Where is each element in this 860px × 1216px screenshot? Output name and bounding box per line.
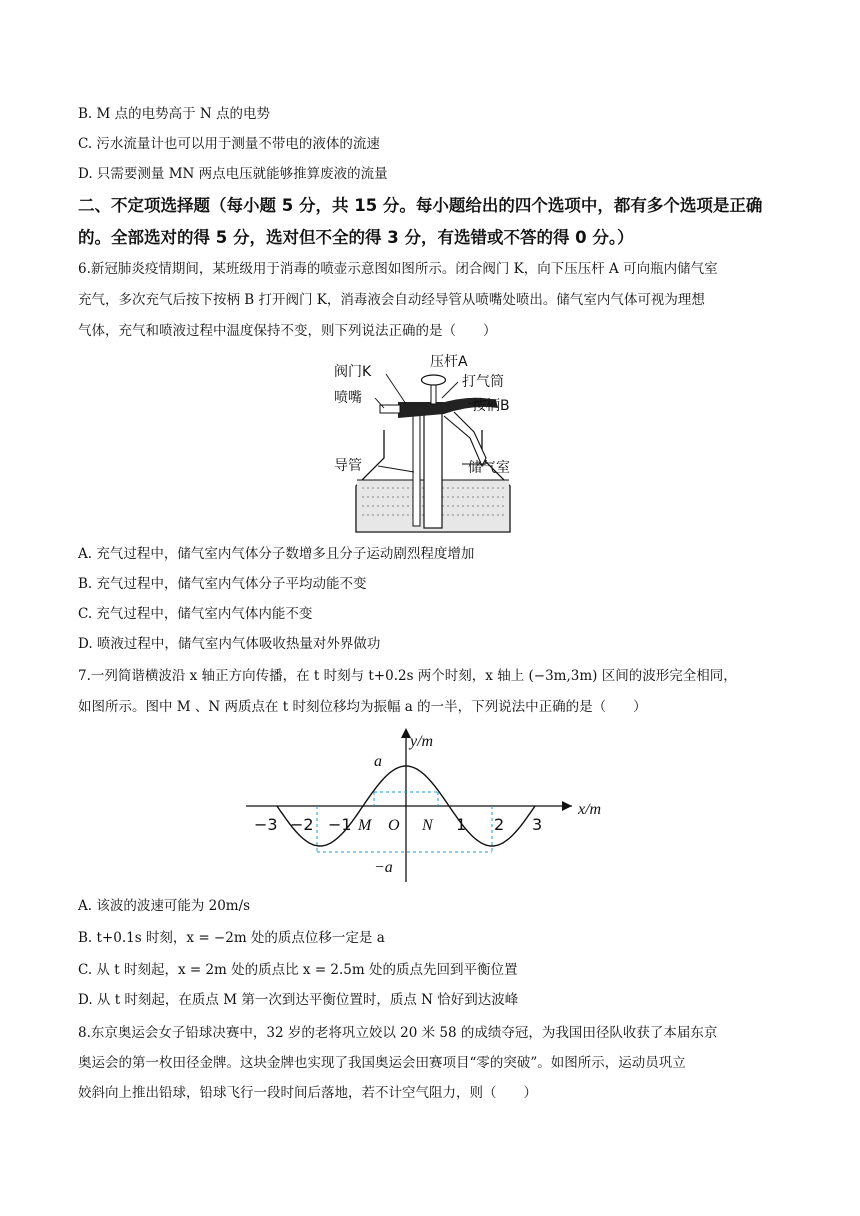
q6-option-b: B. 充气过程中，储气室内气体分子平均动能不变	[78, 576, 367, 592]
q6-option-d: D. 喷液过程中，储气室内气体吸收热量对外界做功	[78, 636, 381, 652]
wave-graph	[240, 722, 620, 888]
q8-stem-line2: 奥运会的第一枚田径金牌。这块金牌也实现了我国奥运会田赛项目“零的突破”。如图所示，运动员巩立	[78, 1055, 686, 1071]
x-axis-label: x/m	[578, 801, 602, 818]
tick-label: 2	[494, 815, 505, 834]
label-chamber: 储气室	[468, 460, 510, 476]
tick-label: 1	[456, 815, 467, 834]
q7-option-c: C. 从 t 时刻起，x = 2m 处的质点比 x = 2.5m 处的质点先回到平衡位置	[78, 962, 518, 978]
q5-option-c: C. 污水流量计也可以用于测量不带电的液体的流速	[78, 136, 380, 152]
q7-option-b: B. t+0.1s 时刻，x = −2m 处的质点位移一定是 a	[78, 930, 385, 946]
q7-option-a: A. 该波的波速可能为 20m/s	[78, 898, 251, 914]
sprayer-figure	[320, 346, 550, 538]
section-heading-line2: 的。全部选对的得 5 分，选对但不全的得 3 分，有选错或不答的得 0 分。）	[78, 228, 634, 247]
q5-option-b: B. M 点的电势高于 N 点的电势	[78, 106, 271, 122]
label-handle: 按柄B	[472, 398, 510, 414]
m-label: M	[358, 817, 372, 834]
tick-label: −2	[290, 815, 314, 834]
amplitude-label: a	[374, 753, 382, 770]
origin-label: O	[388, 817, 400, 834]
q6-option-a: A. 充气过程中，储气室内气体分子数增多且分子运动剧烈程度增加	[78, 546, 475, 562]
neg-amplitude-label: −a	[374, 859, 393, 876]
q7-option-d: D. 从 t 时刻起，在质点 M 第一次到达平衡位置时，质点 N 恰好到达波峰	[78, 992, 519, 1008]
section-heading-line1: 二、不定项选择题（每小题 5 分，共 15 分。每小题给出的四个选项中，都有多个选项是正确	[78, 196, 763, 215]
q7-stem-line1: 7.一列简谐横波沿 x 轴正方向传播，在 t 时刻与 t+0.2s 两个时刻，x 轴上 (−3m,3m) 区间的波形完全相同，	[78, 668, 737, 684]
q8-stem-line1: 8.东京奥运会女子铅球决赛中，32 岁的老将巩立姣以 20 米 58 的成绩夺冠，为我国田径队收获了本届东京	[78, 1025, 718, 1041]
q7-stem-line2: 如图所示。图中 M 、N 两质点在 t 时刻位移均为振幅 a 的一半，下列说法中正确的是（ ）	[78, 699, 647, 715]
label-pump: 打气筒	[462, 374, 504, 390]
tick-label: 3	[532, 815, 543, 834]
label-nozzle: 喷嘴	[334, 390, 362, 406]
tick-label: −3	[254, 815, 278, 834]
y-axis-label: y/m	[410, 733, 434, 750]
q6-stem-line3: 气体，充气和喷液过程中温度保持不变，则下列说法正确的是（ ）	[78, 323, 497, 339]
label-tube: 导管	[334, 458, 362, 474]
label-rod: 压杆A	[430, 354, 468, 370]
q8-stem-line3: 姣斜向上推出铅球，铅球飞行一段时间后落地，若不计空气阻力，则（ ）	[78, 1085, 537, 1101]
q6-stem-line1: 6.新冠肺炎疫情期间，某班级用于消毒的喷壶示意图如图所示。闭合阀门 K，向下压压杆 A 可向瓶内储气室	[78, 261, 718, 277]
q5-option-d: D. 只需要测量 MN 两点电压就能够推算废液的流量	[78, 166, 388, 182]
tick-label: −1	[328, 815, 352, 834]
q6-stem-line2: 充气，多次充气后按下按柄 B 打开阀门 K，消毒液会自动经导管从喷嘴处喷出。储气室内气体可视为理想	[78, 292, 705, 308]
label-valve: 阀门K	[334, 364, 372, 380]
q6-option-c: C. 充气过程中，储气室内气体内能不变	[78, 606, 313, 622]
n-label: N	[422, 817, 433, 834]
